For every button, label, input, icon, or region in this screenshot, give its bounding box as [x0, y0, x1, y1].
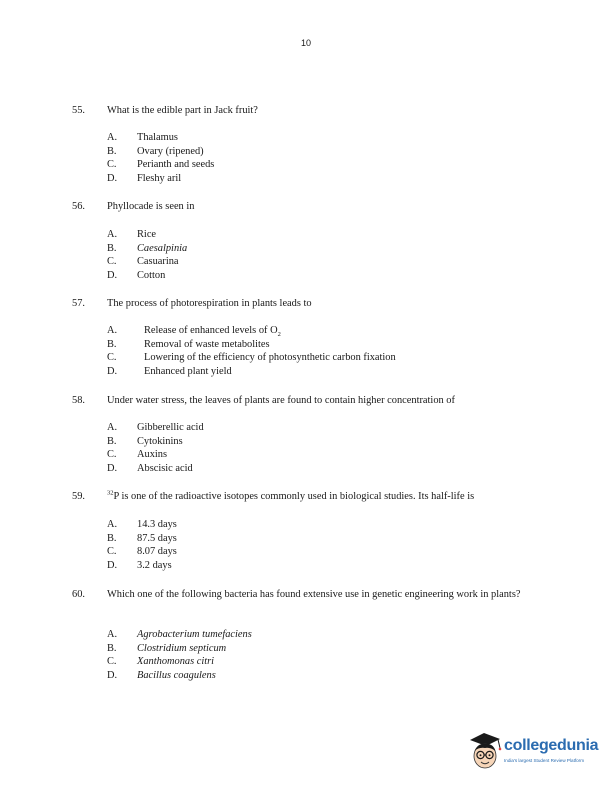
option-text: Agrobacterium tumefaciens — [137, 629, 252, 640]
option-text: Gibberellic acid — [137, 422, 204, 433]
option-letter: A. — [107, 325, 118, 336]
option-letter: C. — [107, 656, 117, 668]
option-letter: A. — [107, 132, 118, 143]
subscript: 2 — [277, 331, 281, 339]
option-text: Removal of waste metabolites — [144, 338, 270, 350]
option-letter: B. — [107, 242, 117, 254]
option-text: Perianth and seeds — [137, 159, 215, 171]
question-text: Phyllocade is seen in — [107, 201, 195, 212]
option-letter: A. — [107, 229, 118, 240]
question-text: The process of photorespiration in plants leads to — [107, 298, 312, 309]
question-number: 56. — [72, 201, 85, 212]
question-text: Under water stress, the leaves of plants are found to contain higher concentration of — [107, 395, 455, 406]
option-text: Thalamus — [137, 132, 178, 143]
option-text: 3.2 days — [137, 559, 172, 571]
question-number: 55. — [72, 105, 85, 116]
option-letter: D. — [107, 559, 118, 571]
isotope-superscript: 32 — [107, 489, 114, 497]
option-text: Enhanced plant yield — [144, 365, 232, 377]
brand-tagline: India's largest Student Review Platform — [504, 758, 585, 763]
option-text: Casuarina — [137, 256, 179, 268]
option-letter: B. — [107, 338, 117, 350]
option-letter: A. — [107, 422, 118, 433]
question-text-body: P is one of the radioactive isotopes commonly used in biological studies. Its half-life is — [113, 491, 475, 502]
collegedunia-brand — [466, 726, 606, 774]
question-number: 59. — [72, 491, 85, 502]
option-letter: C. — [107, 449, 117, 461]
question-number: 58. — [72, 395, 85, 406]
question-number: 60. — [72, 589, 85, 600]
question-text: What is the edible part in Jack fruit? — [107, 105, 258, 116]
question-text — [107, 490, 547, 503]
brand-name: collegedunia — [504, 737, 599, 754]
option-letter: C. — [107, 352, 117, 364]
option-text: Lowering of the efficiency of photosynthetic carbon fixation — [144, 352, 396, 364]
option-letter: C. — [107, 159, 117, 171]
option-letter: C. — [107, 546, 117, 558]
option-text: Auxins — [137, 449, 168, 461]
question-text: Which one of the following bacteria has found extensive use in genetic engineering work in plants? — [107, 589, 521, 600]
graduate-mascot-icon — [466, 726, 504, 774]
option-letter: D. — [107, 269, 118, 281]
option-text: Cotton — [137, 269, 166, 281]
option-text: Abscisic acid — [137, 462, 193, 474]
option-text: Xanthomonas citri — [137, 656, 215, 668]
option-letter: B. — [107, 642, 117, 654]
option-text: Ovary (ripened) — [137, 145, 204, 157]
option-text: Clostridium septicum — [137, 642, 227, 654]
option-text: Caesalpinia — [137, 242, 188, 254]
option-text: 87.5 days — [137, 532, 177, 544]
option-letter: C. — [107, 256, 117, 268]
option-text: Fleshy aril — [137, 172, 182, 184]
option-text: Bacillus coagulens — [137, 669, 216, 681]
option-letter: A. — [107, 519, 118, 530]
option-letter: D. — [107, 462, 118, 474]
option-text: Release of enhanced levels of O — [144, 325, 278, 336]
option-letter: A. — [107, 629, 118, 640]
page-number: 10 — [300, 38, 311, 48]
option-text: Rice — [137, 229, 157, 240]
option-letter: D. — [107, 669, 118, 681]
option-text: 8.07 days — [137, 546, 177, 558]
question-number: 57. — [72, 298, 85, 309]
option-letter: B. — [107, 532, 117, 544]
option-letter: D. — [107, 365, 118, 377]
option-letter: B. — [107, 145, 117, 157]
option-letter: D. — [107, 172, 118, 184]
option-text: 14.3 days — [137, 519, 177, 530]
option-letter: B. — [107, 435, 117, 447]
option-text: Cytokinins — [137, 435, 183, 447]
